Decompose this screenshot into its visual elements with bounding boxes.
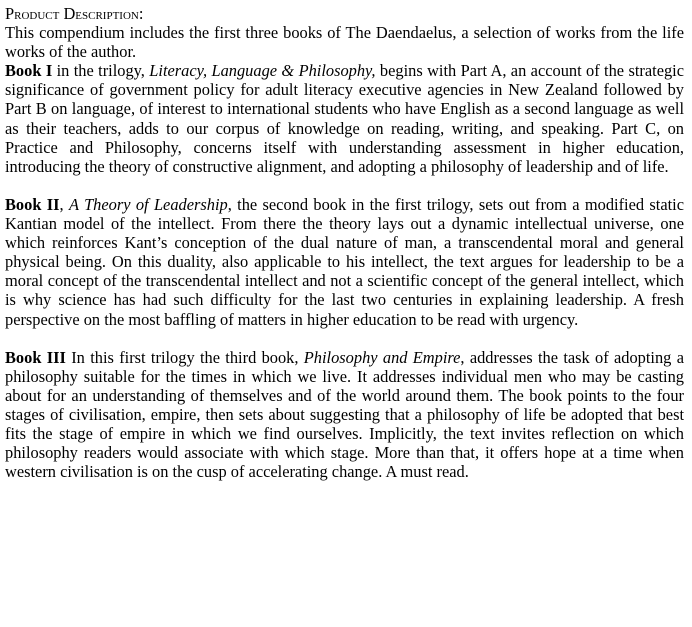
book-3-body: , addresses the task of adopting a philosophy suitable for the times in which we live. It addresses individual men who may be casting about for an understanding of themselves and of the world around them. The book points to the four stages of civilisation, empire, then sets about suggesting that a philosophy of life be adopted that best fits the stage of empire in which we find ourselves. Implicitly, the text invites reflection on which philosophy readers would associate with which stage. More than that, it offers hope at a time when western civilisation is on the cusp of accelerating change. A must read. <box>5 347 684 482</box>
book-1-label: Book I <box>5 61 53 81</box>
book-3-title: Philosophy and Empire <box>303 347 461 367</box>
book-2-title: A Theory of Leadership <box>69 194 228 214</box>
book-1-paragraph <box>5 61 684 176</box>
book-1-pre-text: in the trilogy, <box>52 61 150 81</box>
product-description-heading: Product Description: <box>5 4 144 23</box>
book-3-paragraph <box>5 348 684 482</box>
book-2-paragraph <box>5 195 684 329</box>
book-2-body: , the second book in the first trilogy, sets out from a modified static Kantian model of the intellect. From there the theory lays out a dynamic intellectual universe, one which reinforces Kant’s conception of the dual nature of man, a transcendental moral and general physical being. On this duality, also applicable to his intellect, the text argues for leadership to be a moral concept of the transcendental intellect and not a scientific concept of the general intellect, which is why science has had such difficulty for the last two centuries in explaining leadership. A fresh perspective on the most baffling of matters in higher education to be read with urgency. <box>5 194 684 329</box>
book-1-body: begins with Part A, an account of the strategic significance of government policy for adult literacy executive agencies in New Zealand followed by Part B on language, of interest to international students who have English as a second language as well as their teachers, adds to our corpus of knowledge on reading, writing, and speaking. Part C, on Practice and Philosophy, concerns itself with understanding assessment in higher education, introducing the theory of constructive alignment, and adopting a philosophy of leadership and of life. <box>5 61 684 176</box>
book-3-pre-text: In this first trilogy the third book, <box>65 347 304 367</box>
book-3-label: Book III <box>5 347 66 367</box>
book-2-label: Book II <box>5 194 60 214</box>
book-1-title: Literacy, Language & Philosophy, <box>149 61 376 81</box>
book-2-pre-text: , <box>59 194 69 214</box>
intro-paragraph: This compendium includes the first three books of The Daendaelus, a selection of works from the life works of the author. <box>5 23 684 62</box>
